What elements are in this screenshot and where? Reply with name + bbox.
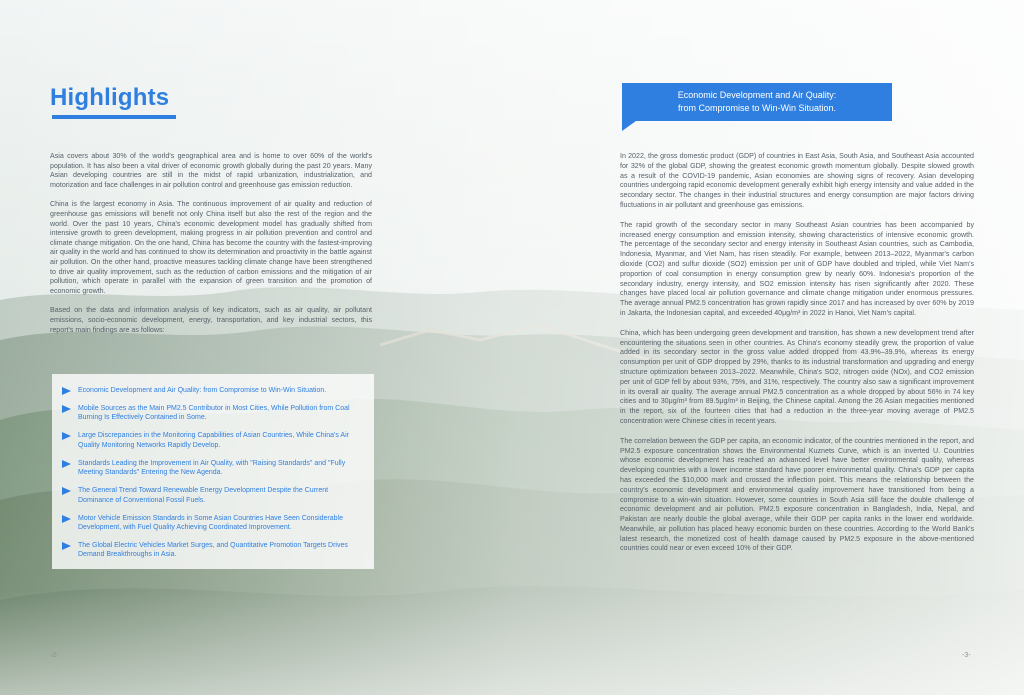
finding-label: Standards Leading the Improvement in Air Quality, with "Raising Standards" and "Fully Meeting Standards" Entering the New Agenda. [78,459,346,477]
triangle-bullet-icon [62,542,71,550]
body-paragraph: The rapid growth of the secondary sector in many Southeast Asian countries has been accompanied by increased energy consumption and emission intensity, showing characteristics of intensive economic growth. The percentage of the secondary sector and energy intensity in Southeast Asian countries, such as Cambodia, Indonesia, Myanmar, and Viet Nam, has risen steadily. For example, between 2013–2022, Myanmar's carbon dioxide (CO2) and sulfur dioxide (SO2) emission per unit of GDP have doubled and tripled, while Viet Nam's proportion of coal consumption in energy consumption grew by nearly 60%. Indonesia's proportion of the secondary industry, energy intensity, and SO2 emission intensity has risen significantly after 2020. These changes have placed local air pollution governance and climate change mitigation under enormous pressures. The average annual PM2.5 concentration has grown rapidly since 2017 and has increased by over 60% by 2019 in Jakarta, the Indonesian capital, and exceeded 40μg/m³ in 2022 in Hanoi, Viet Nam's capital. [620,220,974,317]
triangle-bullet-icon [62,387,71,395]
finding-label: The General Trend Toward Renewable Energy Development Despite the Current Dominance of Conventional Fossil Fuels. [78,487,329,504]
finding-item[interactable] [62,541,362,560]
finding-item[interactable] [62,404,362,423]
finding-label: Mobile Sources as the Main PM2.5 Contributor in Most Cities, While Pollution from Coal Burning Is Effectively Contained in Some. [78,405,350,422]
body-paragraph: In 2022, the gross domestic product (GDP) of countries in East Asia, South Asia, and Southeast Asia accounted for 32% of the global GDP, showing the greatest economic growth momentum globally. Despite slowed growth as a result of the COVID-19 pandemic, Asian economies are showing signs of recovery. Asian developing countries undergoing rapid economic development generally exhibit high energy intensity and value added in the secondary sector. The changes in their industrial structures and energy consumption are major factors driving fluctuations in air pollutant and greenhouse gas emissions. [620,152,974,209]
intro-paragraph: Based on the data and information analysis of key indicators, such as air quality, air pollutant emissions, socio-economic development, energy, transportation, and key industrial sectors, this report's main findings are as follows: [50,306,372,334]
finding-label: Motor Vehicle Emission Standards in Some Asian Countries Have Seen Considerable Development, with Fuel Quality Achieving Coordinated Improvement. [78,514,343,532]
section-banner [622,83,892,121]
finding-item[interactable] [62,514,362,533]
intro-text [50,152,372,345]
section-body [620,152,974,564]
finding-label: The Global Electric Vehicles Market Surges, and Quantitative Promotion Targets Drives Demand Breakthroughs in Asia. [78,542,348,559]
banner-line-2: from Compromise to Win-Win Situation. [677,103,837,113]
findings-list [52,374,374,569]
finding-item[interactable] [62,386,362,395]
finding-label: Large Discrepancies in the Monitoring Capabilities of Asian Countries, While China's Air Quality Monitoring Networks Rapidly Develop. [78,432,349,449]
banner-line-1: Economic Development and Air Quality: [677,90,837,100]
intro-paragraph: Asia covers about 30% of the world's geographical area and is home to over 60% of the world's population. It has also been a vital driver of economic growth globally during the past 20 years. Many Asian developing countries are still in the midst of rapid urbanization, industrialization, and motorization and face challenges in air pollution control and greenhouse gas emission reduction. [50,152,372,189]
triangle-bullet-icon [62,515,71,523]
triangle-bullet-icon [62,460,71,468]
body-paragraph: China, which has been undergoing green development and transition, has shown a new development trend after encountering the situations seen in other countries. As China's economy steadily grew, the proportion of value added in its secondary sector in the gross value added dropped from 43.9%–39.9%, whereas its energy consumption per unit of GDP dropped by 29%, thanks to its industrial transformation and upgrading and energy structure optimization between 2013–2022. Meanwhile, China's SO2, nitrogen oxide (NOx), and CO2 emission per unit of GDP fell by about 93%, 75%, and 31%, respectively. The country also saw a significant improvement in its overall air quality. The average annual PM2.5 concentration as a whole dropped by about 56% in 74 key cities and to 30μg/m³ from 89.5μg/m³ in Beijing, the Chinese capital. Among the 26 Asian megacities mentioned in the report, six of the fourteen cities that had a reduction in the three-year moving average of PM2.5 concentration were Chinese cities in recent years. [620,328,974,425]
finding-item[interactable] [62,459,362,478]
banner-tail [622,121,636,131]
title-underline [52,115,176,119]
page-title: Highlights [50,84,170,111]
page-number-right: -3- [962,652,971,659]
intro-paragraph: China is the largest economy in Asia. The continuous improvement of air quality and reduction of greenhouse gas emissions will benefit not only China itself but also the rest of the region and the world. Over the past 10 years, China's economic development model has gradually shifted from intensive growth to green development, making progress in air pollution prevention and control and climate change mitigation. On the one hand, China has become the country with the fastest-improving air quality in the world and has continued to show its determination and proactivity in the battle against air pollution. On the other hand, proactive measures tackling climate change have been strengthened to drive air quality improvement, such as the reduction of carbon emissions and the mitigation of air pollution, which operate in parallel with the expansion of green transition and the promotion of economic growth. [50,200,372,295]
finding-label: Economic Development and Air Quality: from Compromise to Win-Win Situation. [78,387,327,394]
finding-item[interactable] [62,486,362,505]
triangle-bullet-icon [62,487,71,495]
page-number-left: -2- [50,652,59,659]
triangle-bullet-icon [62,405,71,413]
body-paragraph: The correlation between the GDP per capita, an economic indicator, of the countries mentioned in the report, and PM2.5 exposure concentration shows the Environmental Kuznets Curve, which is an inverted U. Countries whose economic development has reached an advanced level have better environmental quality, whereas developing countries with a lower income standard have poorer environmental quality. China's GDP per capita has exceeded the $10,000 mark and crossed the inflection point. This means the relationship between the country's economic development and environmental quality improvement have transitioned from being a compromise to a win-win situation. However, some countries in South Asia still face the double challenge of economic development and air pollution. PM2.5 exposure concentration in Bangladesh, India, Nepal, and Pakistan are nearly double the global average, while their GDP per capita ranks in the lower end worldwide. Meanwhile, air pollution has placed heavy economic burden on these countries. According to the World Bank's latest research, the monetized cost of health damage caused by PM2.5 exposure in the above-mentioned countries could near or even exceed 10% of their GDP. [620,436,974,553]
triangle-bullet-icon [62,432,71,440]
finding-item[interactable] [62,431,362,450]
